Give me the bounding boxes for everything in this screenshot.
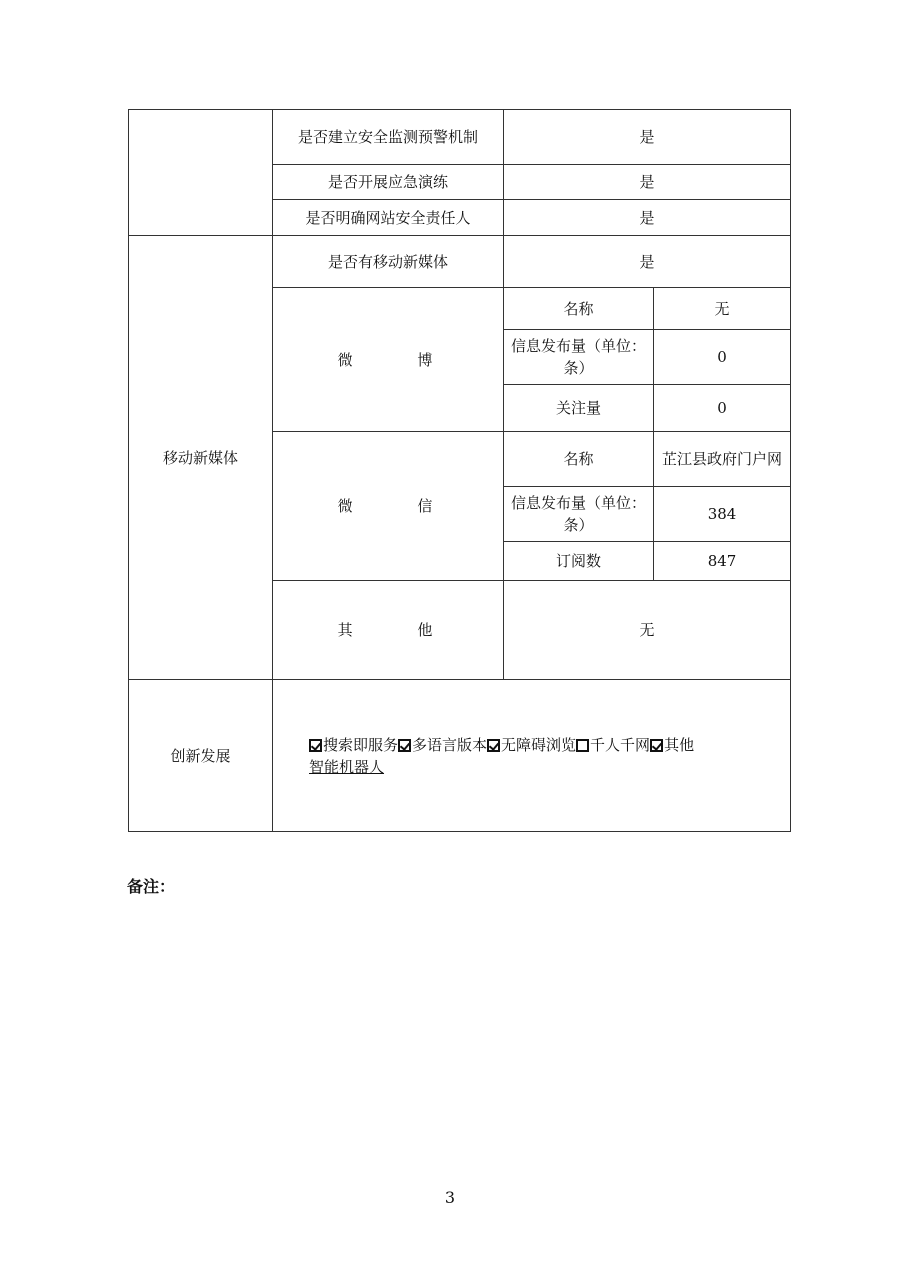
checkbox-unchecked-icon <box>576 739 589 752</box>
report-table <box>128 109 791 832</box>
innovation-section-label: 创新发展 <box>129 680 273 832</box>
security-value: 是 <box>504 200 791 236</box>
weibo-label: 微 博 <box>273 288 504 432</box>
wechat-label: 微 信 <box>273 432 504 581</box>
media-section-label: 移动新媒体 <box>129 236 273 680</box>
security-label: 是否明确网站安全责任人 <box>273 200 504 236</box>
innovation-option: 搜索即服务 <box>309 736 398 754</box>
innovation-option: 其他 <box>650 736 694 754</box>
wechat-name-label: 名称 <box>504 432 654 487</box>
page-number: 3 <box>444 1188 456 1207</box>
innovation-options <box>273 680 791 832</box>
weibo-name-label: 名称 <box>504 288 654 330</box>
wechat-subscribers-label: 订阅数 <box>504 542 654 581</box>
security-value: 是 <box>504 110 791 165</box>
innovation-option: 无障碍浏览 <box>487 736 576 754</box>
wechat-name-value: 芷江县政府门户网 <box>654 432 791 487</box>
wechat-posts-label: 信息发布量（单位：条） <box>504 487 654 542</box>
security-label: 是否开展应急演练 <box>273 165 504 200</box>
security-value: 是 <box>504 165 791 200</box>
has-media-label: 是否有移动新媒体 <box>273 236 504 288</box>
wechat-posts-value: 384 <box>654 487 791 542</box>
weibo-posts-label: 信息发布量（单位：条） <box>504 330 654 385</box>
checkbox-checked-icon <box>309 739 322 752</box>
wechat-subscribers-value: 847 <box>654 542 791 581</box>
has-media-value: 是 <box>504 236 791 288</box>
other-media-label: 其 他 <box>273 581 504 680</box>
notes-label: 备注： <box>127 877 176 896</box>
checkbox-checked-icon <box>487 739 500 752</box>
security-label: 是否建立安全监测预警机制 <box>273 110 504 165</box>
innovation-option: 多语言版本 <box>398 736 487 754</box>
innovation-other-text: 智能机器人 <box>309 757 385 776</box>
innovation-option: 千人千网 <box>576 736 650 754</box>
weibo-posts-value: 0 <box>654 330 791 385</box>
security-section-cell <box>129 110 273 236</box>
checkbox-checked-icon <box>650 739 663 752</box>
weibo-name-value: 无 <box>654 288 791 330</box>
weibo-followers-label: 关注量 <box>504 385 654 432</box>
checkbox-checked-icon <box>398 739 411 752</box>
other-media-value: 无 <box>504 581 791 680</box>
weibo-followers-value: 0 <box>654 385 791 432</box>
